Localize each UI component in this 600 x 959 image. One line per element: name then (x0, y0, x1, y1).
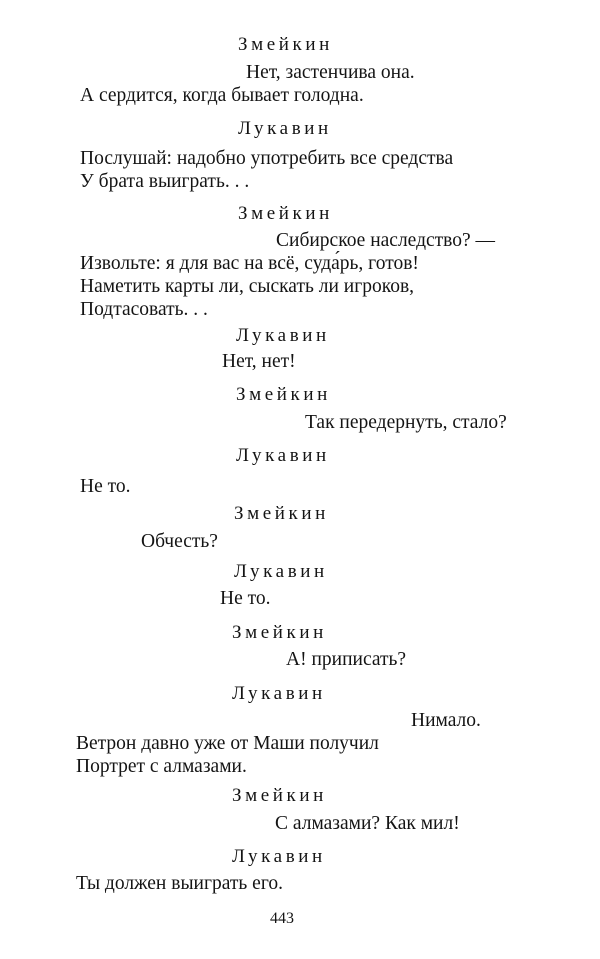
speaker-name: Змейкин (236, 384, 331, 405)
verse-line: У брата выиграть. . . (80, 171, 250, 192)
verse-line: А сердится, когда бывает голодна. (80, 85, 364, 106)
verse-line: Наметить карты ли, сыскать ли игроков, (80, 276, 415, 297)
verse-line: Так передернуть, стало? (305, 412, 507, 433)
verse-line: Не то. (80, 476, 131, 497)
speaker-name: Змейкин (234, 503, 329, 524)
verse-line: Нет, застенчива она. (246, 62, 415, 83)
verse-line: Послушай: надобно употребить все средства (80, 148, 454, 169)
speaker-name: Змейкин (238, 34, 333, 55)
verse-line: Извольте: я для вас на всё, суда́рь, готов! (80, 253, 419, 274)
speaker-name: Лукавин (234, 561, 328, 582)
speaker-name: Лукавин (238, 118, 332, 139)
verse-line: Портрет с алмазами. (76, 756, 247, 777)
page-number: 443 (270, 910, 294, 927)
speaker-name: Лукавин (232, 683, 326, 704)
verse-line: Не то. (220, 588, 271, 609)
speaker-name: Лукавин (232, 846, 326, 867)
speaker-name: Змейкин (232, 785, 327, 806)
speaker-name: Змейкин (238, 203, 333, 224)
verse-line: А! приписать? (286, 649, 407, 670)
speaker-name: Змейкин (232, 622, 327, 643)
speaker-name: Лукавин (236, 325, 330, 346)
verse-line: С алмазами? Как мил! (275, 813, 460, 834)
verse-line: Нимало. (411, 710, 481, 731)
verse-line: Ветрон давно уже от Маши получил (76, 733, 379, 754)
verse-line: Ты должен выиграть его. (76, 873, 283, 894)
verse-line: Нет, нет! (222, 351, 296, 372)
verse-line: Обчесть? (141, 531, 218, 552)
speaker-name: Лукавин (236, 445, 330, 466)
verse-line: Сибирское наследство? — (276, 230, 496, 251)
verse-line: Подтасовать. . . (80, 299, 208, 320)
